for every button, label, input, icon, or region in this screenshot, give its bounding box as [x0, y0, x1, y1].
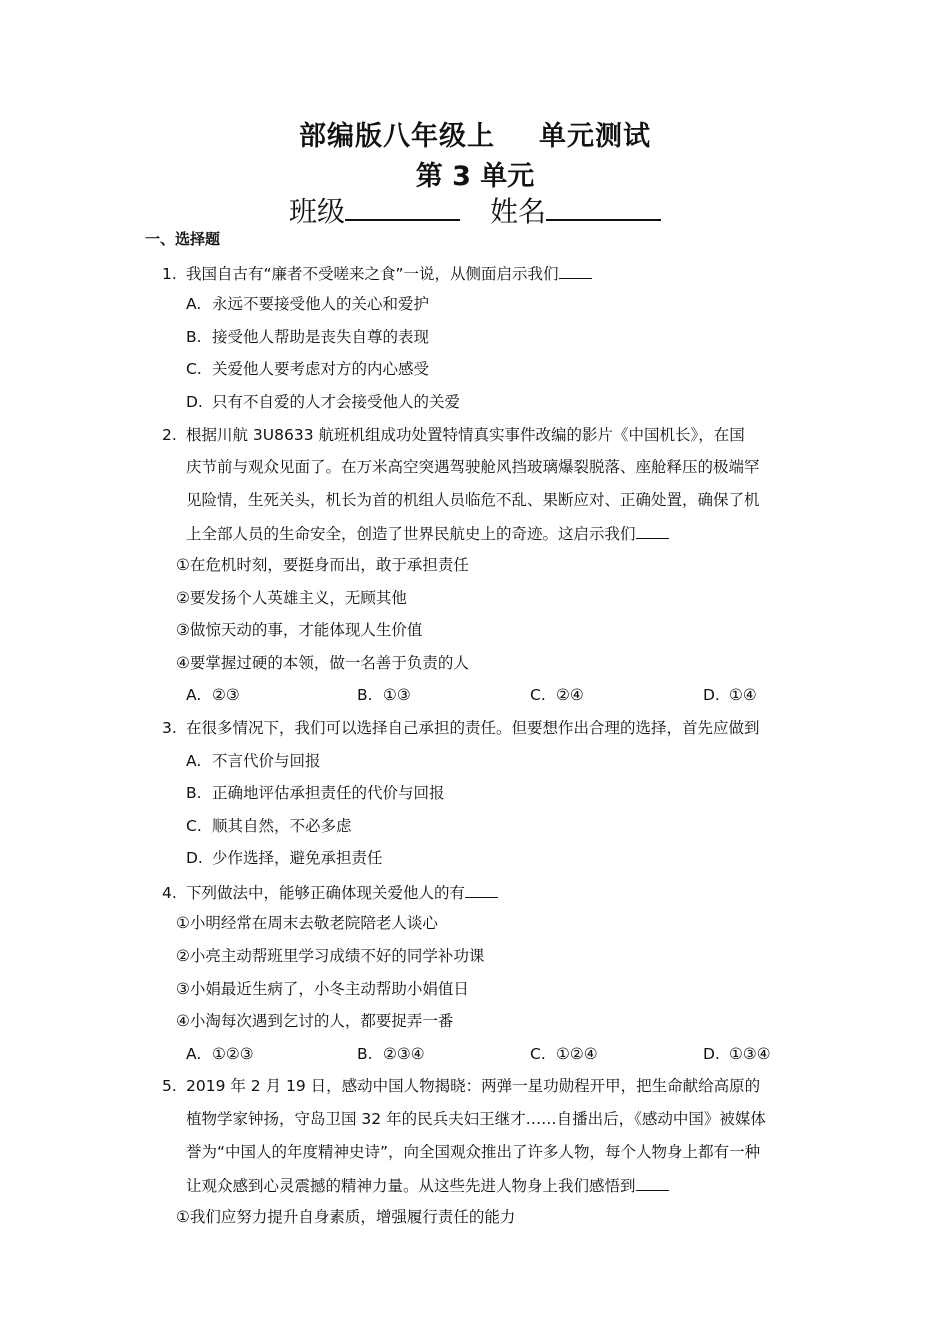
statement: ①小明经常在周末去敬老院陪老人谈心 [176, 914, 438, 932]
option-a: A. ②③ [186, 686, 240, 704]
question-number: 2. [162, 426, 177, 444]
option-c: C. 关爱他人要考虑对方的内心感受 [186, 360, 430, 378]
statement: ②要发扬个人英雄主义，无顾其他 [176, 589, 407, 607]
class-label: 班级 [288, 195, 345, 228]
statement: ③小娟最近生病了，小冬主动帮助小娟值日 [176, 980, 469, 998]
option-c: C. 顺其自然，不必多虑 [186, 817, 352, 835]
option-c: C. ②④ [530, 686, 584, 704]
question-number: 5. [162, 1077, 177, 1095]
name-label: 姓名 [490, 195, 547, 228]
option-a: A. 不言代价与回报 [186, 752, 321, 770]
statement: ①在危机时刻，要挺身而出，敢于承担责任 [176, 556, 469, 574]
question-stem-line: 根据川航 3U8633 航班机组成功处置特情真实事件改编的影片《中国机长》，在国 [186, 426, 745, 444]
statement: ④要掌握过硬的本领，做一名善于负责的人 [176, 654, 469, 672]
option-d: D. 只有不自爱的人才会接受他人的关爱 [186, 393, 461, 411]
question-stem-line: 庆节前与观众见面了。在万米高空突遇驾驶舱风挡玻璃爆裂脱落、座舱释压的极端罕 [186, 458, 760, 476]
statement: ③做惊天动的事，才能体现人生价值 [176, 621, 423, 639]
option-b: B. 正确地评估承担责任的代价与回报 [186, 784, 445, 802]
option-b: B. ②③④ [357, 1045, 425, 1063]
answer-blank [636, 1174, 669, 1191]
option-c: C. ①②④ [530, 1045, 598, 1063]
question-stem-line: 植物学家钟扬，守岛卫国 32 年的民兵夫妇王继才……自播出后，《感动中国》被媒体 [186, 1110, 766, 1128]
title-right: 单元测试 [539, 121, 651, 152]
question-5 [162, 1076, 760, 1096]
question-stem: 在很多情况下，我们可以选择自己承担的责任。但要想作出合理的选择，首先应做到 [186, 719, 760, 737]
statement: ④小淘每次遇到乞讨的人，都要捉弄一番 [176, 1012, 454, 1030]
statement: ②小亮主动帮班里学习成绩不好的同学补功课 [176, 947, 485, 965]
name-blank [546, 193, 661, 221]
option-d: D. ①③④ [703, 1045, 771, 1063]
option-b: B. ①③ [357, 686, 411, 704]
question-2 [162, 425, 745, 445]
question-stem-line: 让观众感到心灵震撼的精神力量。从这些先进人物身上我们感悟到 [186, 1174, 669, 1196]
student-info [0, 190, 950, 230]
question-stem-line: 上全部人员的生命安全，创造了世界民航史上的奇迹。这启示我们 [186, 522, 669, 544]
question-number: 1. [162, 265, 177, 283]
class-blank [345, 193, 460, 221]
question-3 [162, 718, 760, 738]
question-stem-line: 见险情，生死关头，机长为首的机组人员临危不乱、果断应对、正确处置，确保了机 [186, 491, 760, 509]
unit-title: 第 3 单元 [415, 161, 535, 192]
question-number: 4. [162, 884, 177, 902]
question-stem: 下列做法中，能够正确体现关爱他人的有 [186, 884, 466, 902]
option-b: B. 接受他人帮助是丧失自尊的表现 [186, 328, 430, 346]
option-d: D. ①④ [703, 686, 757, 704]
answer-blank [559, 262, 592, 279]
question-stem-line: 誉为“中国人的年度精神史诗”，向全国观众推出了许多人物，每个人物身上都有一种 [186, 1143, 761, 1161]
section-heading: 一、选择题 [145, 230, 221, 248]
option-d: D. 少作选择，避免承担责任 [186, 849, 383, 867]
question-1 [162, 262, 592, 284]
doc-title [0, 114, 950, 153]
question-stem-line: 2019 年 2 月 19 日，感动中国人物揭晓：两弹一星功勋程开甲，把生命献给高原的 [186, 1077, 761, 1095]
question-number: 3. [162, 719, 177, 737]
title-left: 部编版八年级上 [299, 121, 495, 152]
statement: ①我们应努力提升自身素质，增强履行责任的能力 [176, 1208, 516, 1226]
option-a: A. 永远不要接受他人的关心和爱护 [186, 295, 430, 313]
question-stem: 我国自古有“廉者不受嗟来之食”一说，从侧面启示我们 [186, 265, 559, 283]
option-a: A. ①②③ [186, 1045, 254, 1063]
answer-blank [465, 881, 498, 898]
answer-blank [636, 522, 669, 539]
question-4 [162, 881, 498, 903]
